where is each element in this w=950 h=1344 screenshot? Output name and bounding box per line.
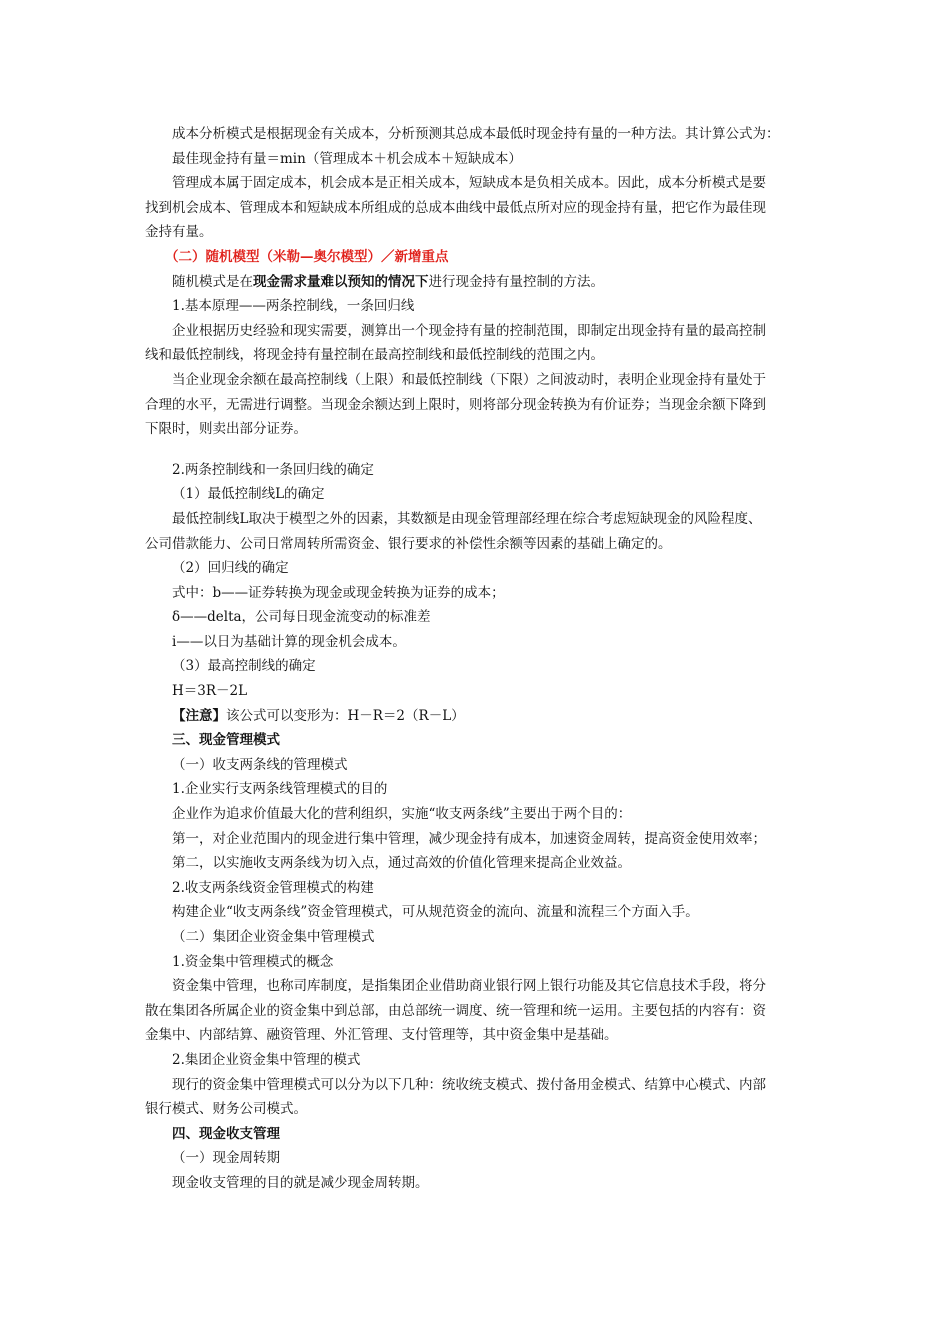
subheading: 2.两条控制线和一条回归线的确定 <box>172 461 374 478</box>
paragraph-line: 银行模式、财务公司模式。 <box>145 1101 307 1118</box>
paragraph-line: 金持有量。 <box>145 224 213 241</box>
paragraph-line: 当企业现金余额在最高控制线（上限）和最低控制线（下限）之间波动时，表明企业现金持有量处于 <box>172 371 766 388</box>
paragraph-line <box>145 270 810 295</box>
subheading: （2）回归线的确定 <box>172 560 289 577</box>
section-heading: 四、现金收支管理 <box>172 1125 280 1142</box>
subheading: 2.收支两条线资金管理模式的构建 <box>172 879 374 896</box>
subheading: （一）现金周转期 <box>172 1150 280 1167</box>
paragraph-line: 找到机会成本、管理成本和短缺成本所组成的总成本曲线中最低点所对应的现金持有量，把它作为最佳现 <box>145 199 766 216</box>
subheading: （一）收支两条线的管理模式 <box>172 756 348 773</box>
emphasis-text: 现金需求量难以预知的情况下 <box>253 273 429 290</box>
document-body <box>145 122 810 1196</box>
spacer <box>145 442 810 458</box>
paragraph-line: 合理的水平，无需进行调整。当现金余额达到上限时，则将部分现金转换为有价证券；当现金余额下降到 <box>145 396 766 413</box>
subheading: 1.资金集中管理模式的概念 <box>172 953 334 970</box>
paragraph-line: 企业作为追求价值最大化的营利组织，实施“收支两条线”主要出于两个目的： <box>172 806 632 823</box>
paragraph-line: 第二，以实施收支两条线为切入点，通过高效的价值化管理来提高企业效益。 <box>172 855 631 872</box>
paragraph-line: 下限时，则卖出部分证券。 <box>145 421 307 438</box>
subheading: （3）最高控制线的确定 <box>172 658 316 675</box>
paragraph-line: 现行的资金集中管理模式可以分为以下几种：统收统支模式、拨付备用金模式、结算中心模式、内部 <box>172 1076 766 1093</box>
text-run: 随机模式是在 <box>172 273 253 290</box>
subheading: （二）集团企业资金集中管理模式 <box>172 929 375 945</box>
paragraph-line: 散在集团各所属企业的资金集中到总部，由总部统一调度、统一管理和统一运用。主要包括的内容有：资 <box>145 1002 766 1019</box>
paragraph-line: 企业根据历史经验和现实需要，测算出一个现金持有量的控制范围，即制定出现金持有量的最高控制 <box>172 322 766 339</box>
paragraph-line: δ——delta，公司每日现金流变动的标准差 <box>172 609 431 626</box>
formula-line: H＝3R－2L <box>172 683 248 700</box>
section-heading-random-model: （二）随机模型（米勒—奥尔模型）／新增重点 <box>165 248 449 265</box>
subheading: 1.企业实行支两条线管理模式的目的 <box>172 781 388 798</box>
text-run: 进行现金持有量控制的方法。 <box>428 273 604 290</box>
text-run: 该公式可以变形为：H－R＝2（R－L） <box>226 707 465 724</box>
paragraph-line: 管理成本属于固定成本，机会成本是正相关成本，短缺成本是负相关成本。因此，成本分析模式是要 <box>172 175 766 192</box>
paragraph-line: 最低控制线L取决于模型之外的因素，其数额是由现金管理部经理在综合考虑短缺现金的风险程度、 <box>172 510 762 527</box>
note-label: 【注意】 <box>172 707 226 724</box>
paragraph-line: i——以日为基础计算的现金机会成本。 <box>172 633 406 650</box>
paragraph-line: 线和最低控制线，将现金持有量控制在最高控制线和最低控制线的范围之内。 <box>145 347 604 364</box>
subheading: （1）最低控制线L的确定 <box>172 486 325 503</box>
paragraph-line: 金集中、内部结算、融资管理、外汇管理、支付管理等，其中资金集中是基础。 <box>145 1027 618 1044</box>
paragraph-line: 式中：b——证券转换为现金或现金转换为证券的成本； <box>172 584 505 601</box>
paragraph-line: 现金收支管理的目的就是减少现金周转期。 <box>172 1174 429 1191</box>
note-line <box>145 704 810 729</box>
subheading: 1.基本原理——两条控制线，一条回归线 <box>172 298 415 315</box>
subheading: 2.集团企业资金集中管理的模式 <box>172 1051 361 1068</box>
paragraph-line: 第一，对企业范围内的现金进行集中管理，减少现金持有成本，加速资金周转，提高资金使用效率； <box>172 830 766 847</box>
paragraph-line: 资金集中管理，也称司库制度，是指集团企业借助商业银行网上银行功能及其它信息技术手段，将分 <box>172 978 766 995</box>
formula-line: 最佳现金持有量＝min（管理成本＋机会成本＋短缺成本） <box>172 150 522 167</box>
paragraph-line: 构建企业“收支两条线”资金管理模式，可从规范资金的流向、流量和流程三个方面入手。 <box>172 904 699 921</box>
section-heading: 三、现金管理模式 <box>172 732 280 749</box>
paragraph-line: 成本分析模式是根据现金有关成本，分析预测其总成本最低时现金持有量的一种方法。其计算公式为： <box>172 126 780 142</box>
paragraph-line: 公司借款能力、公司日常周转所需资金、银行要求的补偿性余额等因素的基础上确定的。 <box>145 535 672 552</box>
